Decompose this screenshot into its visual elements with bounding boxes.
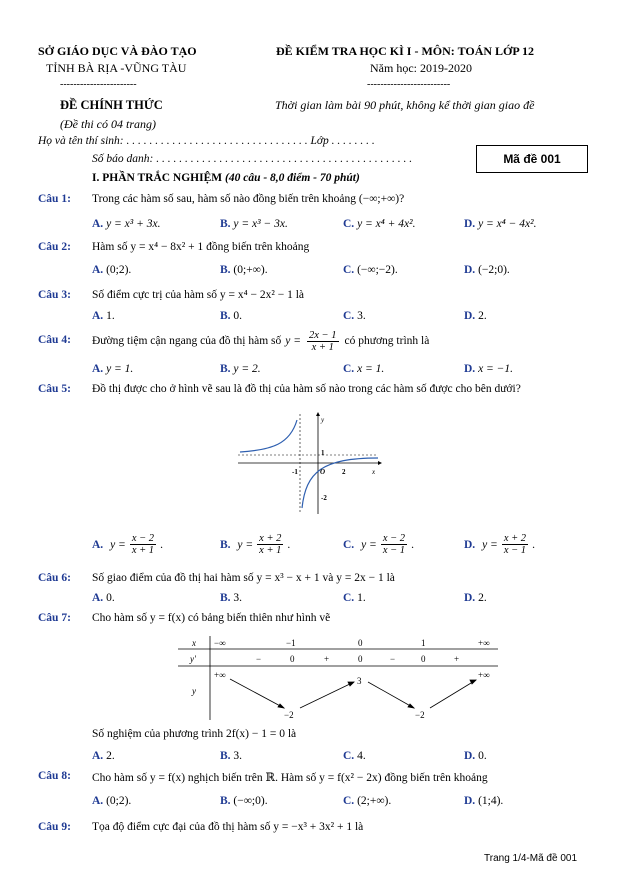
q3-option-c[interactable] [343,310,366,322]
q2-option-a[interactable] [92,264,131,276]
q2-label: Câu 2: [38,241,71,253]
q2-option-b[interactable] [220,264,268,276]
vt-sign: − [256,654,262,664]
option-letter: C. [343,592,355,604]
graph-x-label: x [372,468,376,476]
option-letter: D. [464,750,476,762]
vt-y-value: +∞ [478,670,490,680]
option-text: x = −1. [478,363,514,375]
q3-option-d[interactable] [464,310,487,322]
q5-option-a[interactable]: A. y = $\frac{x - 2}{x + 1}$ . [92,533,163,556]
option-text: 0. [478,750,487,762]
option-text: 3. [357,310,366,322]
option-letter: A. [92,795,104,807]
q6-option-c[interactable] [343,592,366,604]
q5-text: Đồ thị được cho ở hình vẽ sau là đồ thị của hàm số nào trong các hàm số được cho bên dưới? [92,383,521,395]
option-letter: D. [464,363,476,375]
q4-text [92,327,429,355]
q8-text: Cho hàm số y = f(x) nghịch biến trên ℝ. Hàm số y = f(x² − 2x) đồng biến trên khoảng [92,772,488,784]
option-letter: A. [92,750,104,762]
option-letter: C. [343,795,355,807]
option-letter: B. [220,795,231,807]
q3-option-b[interactable] [220,310,242,322]
option-letter: C. [343,750,355,762]
q7-option-b[interactable] [220,750,242,762]
vt-y-value: −2 [415,710,425,720]
graph-minus-one-label: -1 [292,468,298,476]
option-text: 1. [106,310,115,322]
time-note: Thời gian làm bài 90 phút, không kể thời gian giao đề [275,98,535,112]
option-letter: A. [92,363,104,375]
option-text: 2. [106,750,115,762]
vt-yp-label: y' [190,654,196,664]
header-divider-right: ------------------------- [367,79,451,90]
option-letter: C. [343,538,355,551]
q5-label: Câu 5: [38,383,71,395]
option-text: (0;+∞). [233,264,268,276]
q5-option-c[interactable]: C. y = $\frac{x - 2}{x - 1}$ . [343,533,414,556]
vt-sign: 0 [290,654,295,664]
option-letter: C. [343,264,355,276]
option-fraction [257,533,283,556]
vt-x-value: −1 [286,638,296,648]
denominator: x + 1 [259,545,282,556]
option-letter: D. [464,218,476,230]
q4-denominator: x + 1 [311,341,334,353]
q6-option-a[interactable] [92,592,115,604]
page-footer: Trang 1/4-Mã đề 001 [484,853,578,864]
q4-option-c[interactable] [343,363,384,375]
vt-sign: 0 [358,654,363,664]
variation-table [178,634,498,722]
q3-option-a[interactable] [92,310,115,322]
numerator: x + 2 [259,533,282,544]
denominator: x − 1 [382,545,406,556]
q6-option-b[interactable] [220,592,242,604]
denominator: x + 1 [131,545,155,556]
dept-name: SỞ GIÁO DỤC VÀ ĐÀO TẠO [38,44,197,58]
vt-x-value: 1 [421,638,426,648]
q6-option-d[interactable] [464,592,487,604]
option-letter: D. [464,592,476,604]
option-letter: B. [220,310,231,322]
option-letter: C. [343,218,355,230]
q7-option-c[interactable] [343,750,366,762]
q8-option-d[interactable] [464,795,503,807]
section-title-text: I. PHẦN TRẮC NGHIỆM [92,172,223,184]
q1-option-a[interactable] [92,218,160,230]
option-text: (0;2). [106,264,132,276]
q9-text: Tọa độ điểm cực đại của đồ thị hàm số y = −x³ + 3x² + 1 là [92,821,364,833]
q4-fraction [307,330,339,353]
option-text: 2. [478,592,487,604]
q8-option-b[interactable] [220,795,268,807]
option-text: y = 2. [233,363,261,375]
vt-sign: − [390,654,396,664]
numerator: x + 2 [503,533,527,544]
exam-code-box: Mã đề 001 [476,145,588,173]
q5-option-d[interactable]: D. y = $\frac{x + 2}{x - 1}$ . [464,533,535,556]
q4-option-b[interactable] [220,363,261,375]
option-letter: B. [220,592,231,604]
q3-label: Câu 3: [38,289,71,301]
option-text: 1. [357,592,366,604]
option-text: y = x⁴ − 4x². [478,218,537,230]
exam-title: ĐỀ KIỂM TRA HỌC KÌ I - MÔN: TOÁN LỚP 12 [276,44,535,58]
option-text: 0. [233,310,243,322]
option-letter: D. [464,310,476,322]
option-letter: C. [343,363,355,375]
q2-text: Hàm số y = x⁴ − 8x² + 1 đồng biến trên khoảng [92,241,310,253]
vt-x-value: +∞ [478,638,490,648]
option-letter: A. [92,538,104,551]
graph-origin-label: O [320,468,326,476]
q3-text: Số điểm cực trị của hàm số y = x⁴ − 2x² − 1 là [92,289,304,301]
graph-one-label: 1 [321,449,325,457]
q7-text: Cho hàm số y = f(x) có bảng biến thiên như hình vẽ [92,612,331,624]
option-yeq: y = [361,538,377,551]
section-title [92,172,360,184]
option-fraction [130,533,156,556]
q8-option-c[interactable] [343,795,391,807]
q4-option-a[interactable] [92,363,133,375]
numerator: x − 2 [382,533,406,544]
q7-option-a[interactable] [92,750,115,762]
option-letter: A. [92,310,104,322]
option-text: (2;+∞). [357,795,392,807]
q6-text: Số giao điểm của đồ thị hai hàm số y = x³ − x + 1 và y = 2x − 1 là [92,572,395,584]
option-fraction [502,533,528,556]
option-letter: D. [464,795,476,807]
option-yeq: y = [110,538,126,551]
option-text: y = x³ + 3x. [106,218,161,230]
vt-sign: 0 [421,654,426,664]
option-text: y = x⁴ + 4x². [357,218,416,230]
vt-y-value: 3 [357,676,362,686]
option-letter: B. [220,750,231,762]
graph-minus-two-label: -2 [321,494,327,502]
option-text: 3. [233,592,243,604]
option-letter: D. [464,264,476,276]
header-divider-left: ----------------------- [60,79,137,90]
q7-label: Câu 7: [38,612,71,624]
q7-option-d[interactable] [464,750,487,762]
numerator: x − 2 [131,533,155,544]
q4-option-d[interactable] [464,363,513,375]
q6-label: Câu 6: [38,572,71,584]
option-text: y = x³ − 3x. [233,218,288,230]
q4-yeq: y = [285,335,301,347]
option-letter: A. [92,264,104,276]
candidate-number-line: Số báo danh: . . . . . . . . . . . . . . . . . . . . . . . . . . . . . . . . . . . . . . . . . . . . . [92,153,413,165]
option-letter: B. [220,363,231,375]
q1-label: Câu 1: [38,193,71,205]
denominator: x − 1 [503,545,527,556]
option-text: x = 1. [357,363,385,375]
hyperbola-graph [232,412,384,518]
option-text: 2. [478,310,487,322]
q4-numerator: 2x − 1 [309,329,337,341]
option-text: (0;2). [106,795,132,807]
q2-option-c[interactable] [343,264,398,276]
q1-text: Trong các hàm số sau, hàm số nào đồng biến trên khoảng (−∞;+∞)? [92,193,405,205]
option-letter: A. [92,218,104,230]
q5-option-b[interactable]: B. y = $\frac{x + 2}{x + 1}$ . [220,533,291,556]
q1-option-d[interactable] [464,218,536,230]
vt-y-label: y [192,686,196,696]
option-letter: D. [464,538,476,551]
option-letter: A. [92,592,104,604]
candidate-name-line: Họ và tên thí sinh: . . . . . . . . . . . . . . . . . . . . . . . . . . . . . . . . Lớp . . . . . . . . [38,135,375,147]
option-letter: B. [220,538,231,551]
q4-text-pre: Đường tiệm cận ngang của đồ thị hàm số [92,335,282,347]
q4-text-post: có phương trình là [344,335,430,347]
q7-question: Số nghiệm của phương trình 2f(x) − 1 = 0 là [92,728,297,740]
option-text: 0. [106,592,115,604]
q8-label: Câu 8: [38,770,71,782]
option-text: (−∞;0). [233,795,268,807]
q8-option-a[interactable] [92,795,131,807]
option-text: 3. [233,750,243,762]
option-text: (1;4). [478,795,504,807]
q1-option-b[interactable] [220,218,288,230]
option-yeq: y = [237,538,254,551]
school-year: Năm học: 2019-2020 [370,61,472,75]
q1-option-c[interactable] [343,218,415,230]
vt-x-value: 0 [358,638,363,648]
graph-y-label: y [321,416,325,424]
option-yeq: y = [482,538,498,551]
vt-sign: + [454,654,460,664]
official-label: ĐỀ CHÍNH THỨC [60,98,163,112]
q2-option-d[interactable] [464,264,510,276]
vt-sign: + [324,654,330,664]
province-name: TỈNH BÀ RỊA -VŨNG TÀU [46,61,187,75]
option-letter: B. [220,264,231,276]
option-text: (−∞;−2). [357,264,398,276]
option-letter: B. [220,218,231,230]
vt-y-value: +∞ [214,670,226,680]
option-letter: C. [343,310,355,322]
vt-x-label: x [192,638,196,648]
option-text: (−2;0). [478,264,510,276]
option-text: 4. [357,750,366,762]
section-detail: (40 câu - 8,0 điểm - 70 phút) [225,172,360,184]
pages-note: (Đề thi có 04 trang) [60,117,156,131]
graph-two-label: 2 [342,468,346,476]
vt-x-value: −∞ [214,638,226,648]
option-text: y = 1. [106,363,134,375]
q9-label: Câu 9: [38,821,71,833]
vt-y-value: −2 [284,710,294,720]
q4-label: Câu 4: [38,334,71,346]
option-fraction [381,533,407,556]
